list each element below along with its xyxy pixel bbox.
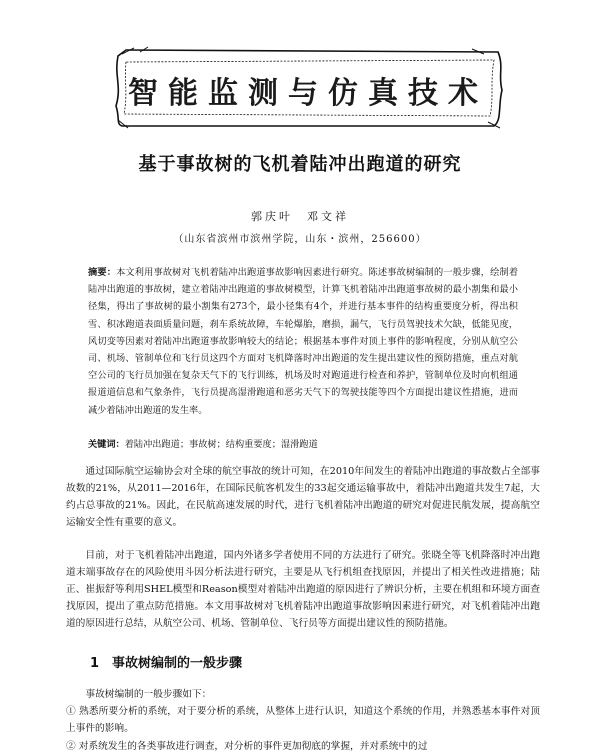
banner-title: 智能监测与仿真技术 xyxy=(128,76,488,111)
abstract-label: 摘要： xyxy=(88,267,117,278)
abstract-text: 本文利用事故树对飞机着陆冲出跑道事故影响因素进行研究。陈述事故树编制的一般步骤，绘制着陆冲出跑道的事故树，建立着陆冲出跑道的事故树模型，计算飞机着陆冲出跑道事故树的最小割集和最小径集，得出了事故树的最小割集有273个，最小径集有4个，并进行基本事件的结构重要度分析，得出积雪、积冰跑道表面质量问题，刹车系统故障，车轮爆胎，磨损，漏气，飞行员驾驶技术欠缺，低能见度，风切变等因素对着陆冲出跑道事故影响较大的结论；根据基本事件对顶上事件的影响程度，分别从航空公司、机场、管制单位和飞行员这四个方面对飞机降落时冲出跑道的发生提出建议性的预防措施，重点对航空公司的飞行员加强在复杂天气下的飞行训练，机场及时对跑道进行检查和养护，管制单位及时向机组通报道道信息和气象条件，飞行员提高湿滑跑道和恶劣天气下的驾驶技能等四个方面提出建议性措施，进而减少着陆冲出跑道的发生率。 xyxy=(88,267,519,416)
paper-affiliation: （山东省滨州市滨州学院，山东・滨州，256600） xyxy=(173,234,427,245)
section1-intro: 事故树编制的一般步骤如下： xyxy=(85,689,212,700)
paper-title: 基于事故树的飞机着陆冲出跑道的研究 xyxy=(138,154,462,175)
keywords xyxy=(88,437,518,453)
journal-column-banner xyxy=(112,46,504,130)
keywords-label: 关键词： xyxy=(88,439,125,450)
section-title: 事故树编制的一般步骤 xyxy=(112,656,243,671)
paper-authors: 郭庆叶 邓文祥 xyxy=(251,210,349,223)
step-item-1: ① 熟悉所要分析的系统，对于要分析的系统，从整体上进行认识，知道这个系统的作用，并熟悉基本事件对顶上事件的影响。 xyxy=(66,706,540,734)
section-heading-1 xyxy=(90,652,242,671)
intro-paragraph-2: 目前，对于飞机着陆冲出跑道，国内外诸多学者使用不同的方法进行了研究。张晓全等飞机降落时冲出跑道末端事故存在的风险使用斗因分析法进行研究，主要是从飞行机组查找原因，并提出了相关性改进措施；陆正、崔振舒等利用SHEL模型和Reason模型对着陆冲出跑道的原因进行了辨识分析，主要在机组和环境方面查找原因，提出了重点防范措施。本文用事故树对飞机着陆冲出跑道事故影响因素进行研究，对飞机着陆冲出跑道的原因进行总结，从航空公司、机场、管制单位、飞行员等方面提出建议性的预防措施。 xyxy=(66,550,540,629)
abstract xyxy=(88,264,518,419)
keywords-text: 着陆冲出跑道；事故树；结构重要度；湿滑跑道 xyxy=(124,439,318,450)
intro-paragraph-1: 通过国际航空运输协会对全球的航空事故的统计可知，在2010年间发生的着陆冲出跑道的事故数占全部事故数的21%，从2011—2016年，在国际民航客机发生的33起交通运输事故中，着陆冲出跑道共发生7起，大约占总事故的21%。因此，在民航高速发展的时代，进行飞机着陆冲出跑道的研究对促进民航发展，提高航空运输安全性有重要的意义。 xyxy=(66,466,540,528)
step-item-2: ② 对系统发生的各类事故进行调查，对分析的事件更加彻底的掌握，并对系统中的过 xyxy=(66,741,428,752)
section-number: 1 xyxy=(90,656,100,671)
